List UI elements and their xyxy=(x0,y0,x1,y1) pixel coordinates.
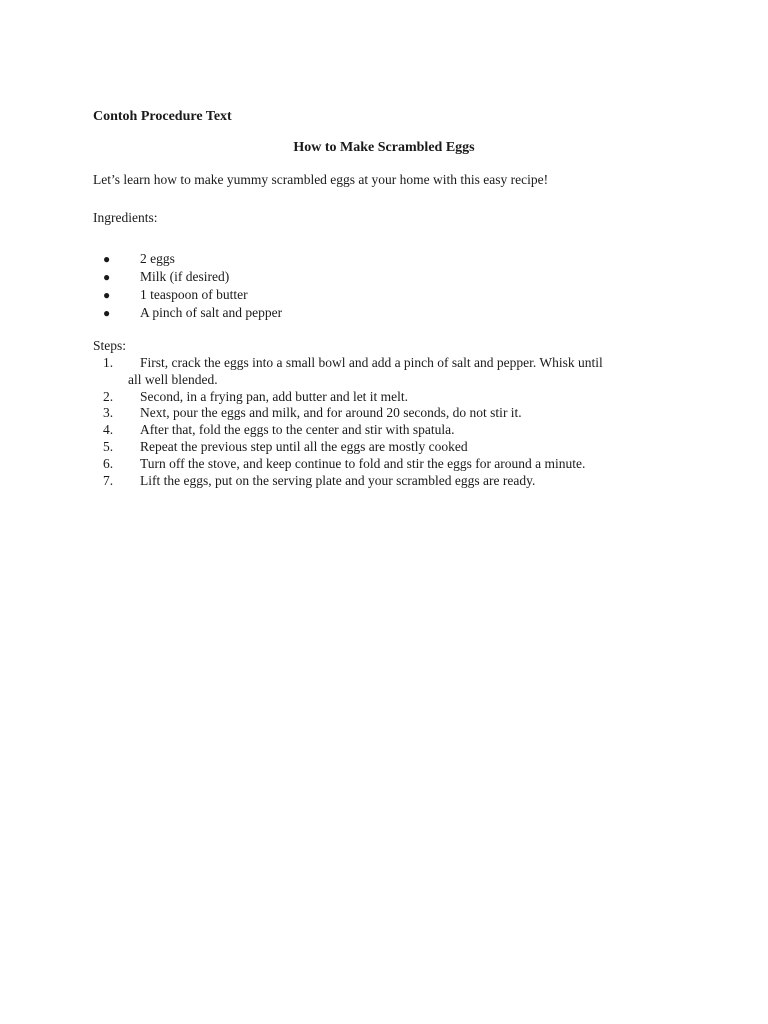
step-text: Turn off the stove, and keep continue to fold and stir the eggs for around a minute. xyxy=(140,455,586,471)
step-number: 1. xyxy=(103,355,114,370)
bullet-icon: ● xyxy=(103,306,111,320)
ingredients-label: Ingredients: xyxy=(93,210,158,225)
step-number: 5. xyxy=(103,438,114,454)
ingredient-text: Milk (if desired) xyxy=(140,269,230,284)
step-number: 7. xyxy=(103,472,114,488)
step-text: Repeat the previous step until all the eggs are mostly cooked xyxy=(140,438,468,454)
bullet-icon: ● xyxy=(103,252,111,266)
ingredient-text: 2 eggs xyxy=(140,251,175,266)
step-item xyxy=(93,422,693,439)
step-number: 2. xyxy=(103,388,114,404)
step-item xyxy=(93,473,693,490)
step-text: Lift the eggs, put on the serving plate and your scrambled eggs are ready. xyxy=(140,472,536,488)
step-item xyxy=(93,456,693,473)
recipe-title: How to Make Scrambled Eggs xyxy=(293,140,475,155)
ingredient-text: 1 teaspoon of butter xyxy=(140,287,248,302)
document-heading: Contoh Procedure Text xyxy=(93,109,232,124)
ingredient-text: A pinch of salt and pepper xyxy=(140,305,283,320)
steps-label: Steps: xyxy=(93,338,127,353)
step-number: 6. xyxy=(103,455,114,471)
step-text-continued: all well blended. xyxy=(128,371,218,387)
step-item xyxy=(93,405,693,422)
intro-paragraph: Let’s learn how to make yummy scrambled eggs at your home with this easy recipe! xyxy=(93,172,549,187)
step-item xyxy=(93,355,693,389)
step-number: 4. xyxy=(103,422,114,438)
step-number: 3. xyxy=(103,405,114,421)
step-item xyxy=(93,439,693,456)
step-item xyxy=(93,389,693,406)
steps-list xyxy=(93,355,693,489)
bullet-icon: ● xyxy=(103,288,111,302)
bullet-icon: ● xyxy=(103,270,111,284)
step-text: First, crack the eggs into a small bowl and add a pinch of salt and pepper. Whisk until xyxy=(140,355,603,370)
step-text: Second, in a frying pan, add butter and let it melt. xyxy=(140,388,409,404)
step-text: After that, fold the eggs to the center and stir with spatula. xyxy=(140,422,455,438)
step-text: Next, pour the eggs and milk, and for around 20 seconds, do not stir it. xyxy=(140,405,522,421)
